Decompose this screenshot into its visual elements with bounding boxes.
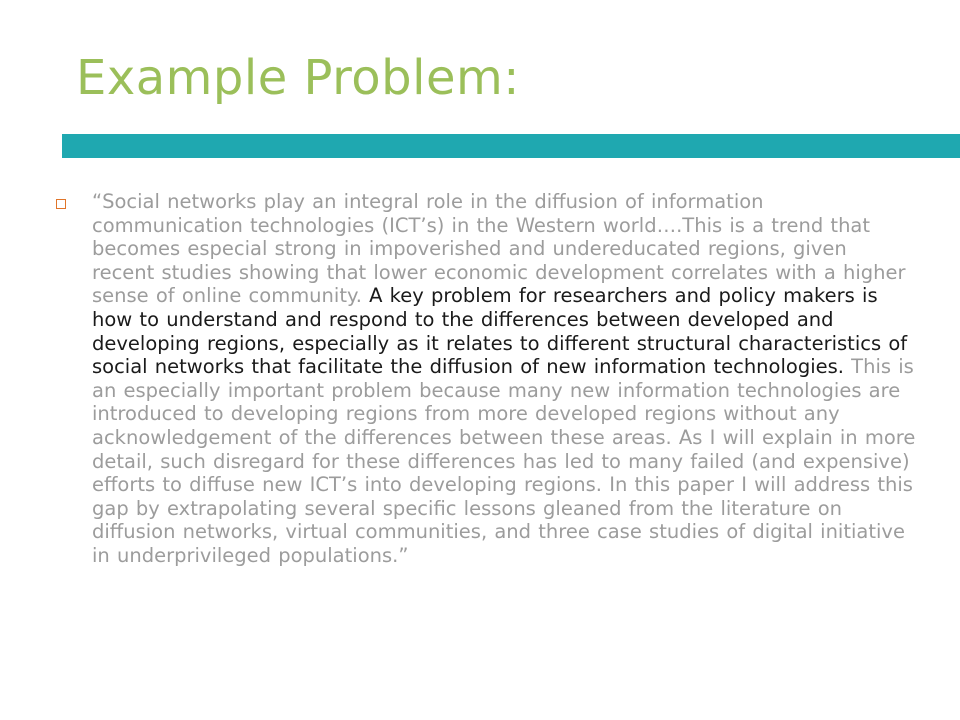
slide-body bbox=[56, 190, 916, 568]
quote-continuation-text: This is an especially important problem because many new information technologies are introduced to developing regions from more developed regions without any acknowledgement of the differences between these areas. As I will explain in more detail, such disregard for these differences has led to many failed (and expensive) efforts to diffuse new ICT’s into developing regions. In this paper I will address this gap by extrapolating several specific lessons gleaned from the literature on diffusion networks, virtual communities, and three case studies of digital initiative in underprivileged populations.” bbox=[92, 355, 916, 567]
quote-key-problem-text: A key problem for researchers and policy makers is how to understand and respond to the differences between developed and developing regions, especially as it relates to different structural characteristics of social networks that facilitate the diffusion of new information technologies. bbox=[92, 284, 908, 379]
quote-intro-text: “Social networks play an integral role in the diffusion of information communication technologies (ICT’s) in the Western world….This is a trend that becomes especial strong in impoverished and undereducated regions, given recent studies showing that lower economic development correlates with a higher sense of online community. bbox=[92, 190, 906, 308]
title-accent-bar bbox=[62, 134, 960, 158]
slide-title: Example Problem: bbox=[76, 50, 520, 106]
quote-paragraph bbox=[92, 190, 916, 568]
bullet-item bbox=[56, 190, 916, 568]
square-bullet-icon bbox=[56, 199, 66, 209]
